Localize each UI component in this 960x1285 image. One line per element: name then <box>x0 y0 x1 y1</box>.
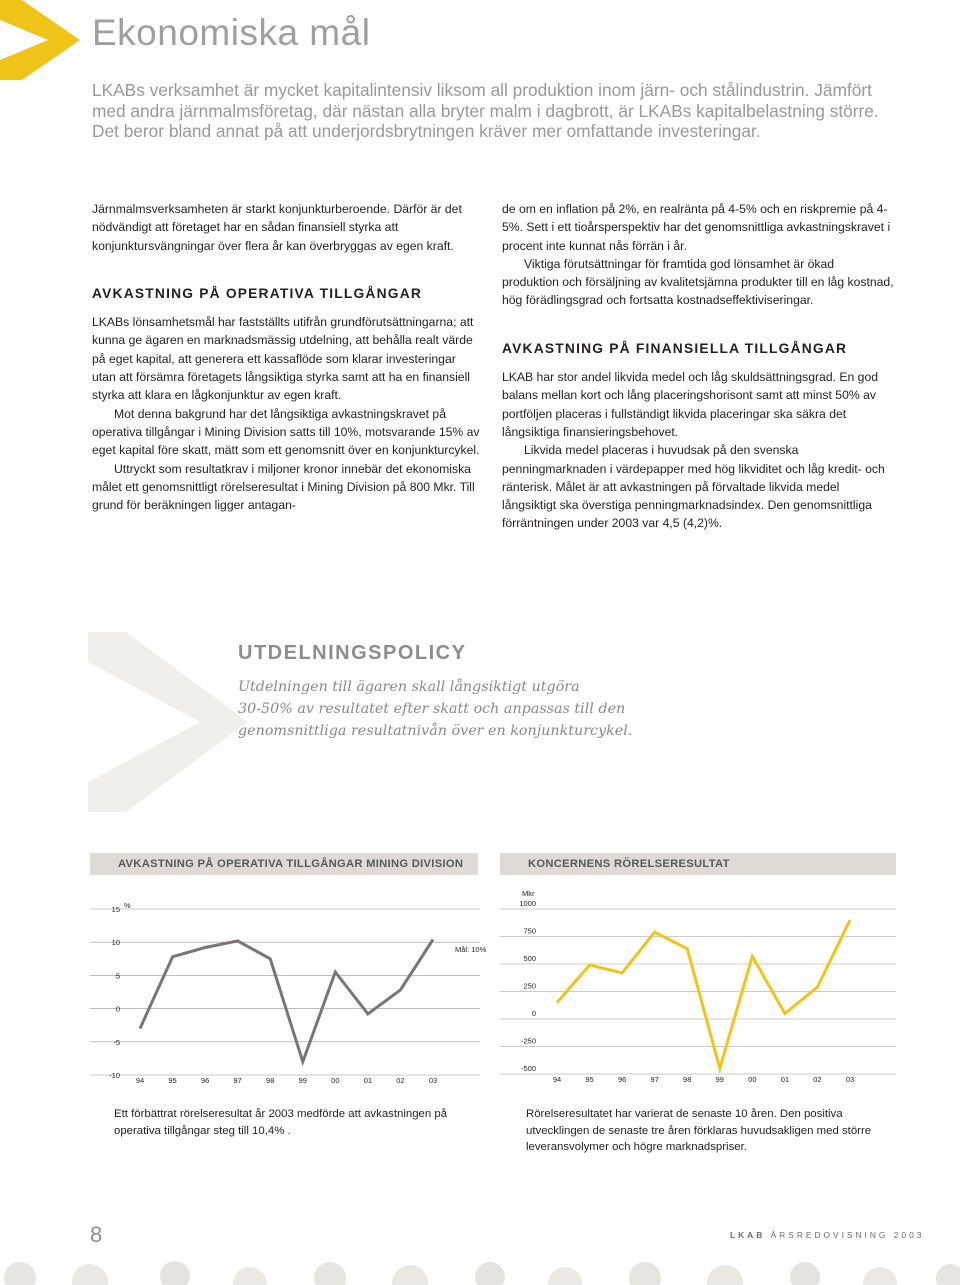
policy-line-3: genomsnittliga resultatnivån över en konjunkturcykel. <box>238 723 633 739</box>
y-tick-label: 750 <box>523 926 536 936</box>
x-tick-label: 98 <box>266 1076 275 1085</box>
chart-title: KONCERNENS RÖRELSERESULTAT <box>500 853 896 875</box>
policy-title: UTDELNINGSPOLICY <box>238 642 467 664</box>
x-tick-label: 99 <box>715 1075 724 1084</box>
right-column <box>502 200 894 533</box>
x-tick-label: 97 <box>650 1075 659 1084</box>
chart-caption-1: Ett förbättrat rörelseresultat år 2003 medförde att avkastningen på operativa tillgångar steg till 10,4% . <box>114 1108 448 1137</box>
section-heading-operativa: AVKASTNING PÅ OPERATIVA TILLGÅNGAR <box>92 285 423 301</box>
x-tick-label: 96 <box>200 1076 210 1085</box>
y-tick-label: -500 <box>520 1064 536 1073</box>
y-tick-label: -10 <box>109 1071 120 1080</box>
chevron-logo-icon <box>0 0 80 80</box>
y-axis-label: % <box>124 901 131 910</box>
page-number: 8 <box>90 1222 103 1247</box>
footer-report: ÅRSREDOVISNING <box>770 1230 889 1240</box>
target-annotation: Mål: 10% <box>455 945 487 955</box>
decorative-dots <box>0 1248 960 1285</box>
policy-line-1: Utdelningen till ägaren skall långsiktigt utgöra <box>238 679 580 695</box>
footer-year: 2003 <box>893 1230 925 1240</box>
y-tick-label: 0 <box>531 1009 536 1018</box>
y-tick-label: -5 <box>113 1037 120 1047</box>
right-paragraph-4: Likvida medel placeras i huvudsak på den svenska penningmarknaden i värdepapper med hög likviditet och låg kredit- och ränterisk. Målet är att avkastningen på förvaltade likvida medel långsiktigt ska överstiga penningmarknadsindex. Den genomsnittliga förräntningen under 2003 var 4,5 (4,2)%. <box>502 443 885 531</box>
page-title: Ekonomiska mål <box>92 12 371 53</box>
x-tick-label: 97 <box>233 1076 242 1085</box>
x-tick-label: 99 <box>298 1076 307 1085</box>
left-paragraph-3: Mot denna bakgrund har det långsiktiga avkastningskravet på operativa tillgångar i Mining Division satts till 10%, motsvarande 15% av eget kapital före skatt, mätt som ett genomsnitt över en konjunkturcykel. <box>92 406 480 458</box>
y-axis-label: Mkr <box>522 889 535 898</box>
right-paragraph-1: de om en inflation på 2%, en realränta på 4-5% och en riskpremie på 4-5%. Sett i ett tioårsperspektiv har det genomsnittliga avkastningskravet i procent inte kunnat nås förrän i år. <box>502 202 891 253</box>
x-tick-label: 96 <box>617 1075 627 1084</box>
x-tick-label: 00 <box>748 1075 757 1084</box>
left-paragraph-2: LKABs lönsamhetsmål har fastställts utifrån grundförutsättningarna; att kunna ge ägaren en marknadsmässig utdelning, att behålla realt värde på eget kapital, att generera ett kassaflöde som klarar investeringar utan att försämra företagets långsiktiga styrka samt att ha en finansiell styrka att klara en lågkonjunktur av egen kraft. <box>92 315 474 403</box>
left-paragraph-1: Järnmalmsverksamheten är starkt konjunkturberoende. Därför är det nödvändigt att företaget har en sådan finansiell styrka att konjunktursvängningar över flera år kan överbryggas av egen kraft. <box>92 202 462 253</box>
y-tick-label: 15 <box>111 905 120 914</box>
policy-line-2: 30-50% av resultatet efter skatt och anpassas till den <box>238 701 626 717</box>
x-tick-label: 02 <box>813 1075 822 1084</box>
intro-paragraph: LKABs verksamhet är mycket kapitalintensiv liksom all produktion inom järn- och stålindustrin. Jämfört med andra järnmalmsföretag, där nästan alla bryter malm i dagbrott, är LKABs kapitalbelastning större. Det beror bland annat på att underjordsbrytningen kräver mer omfattande investeringar. <box>92 80 879 141</box>
x-tick-label: 03 <box>428 1076 438 1085</box>
chart-rorelseresultat <box>500 882 896 1092</box>
x-tick-label: 95 <box>168 1076 177 1085</box>
x-tick-label: 94 <box>135 1076 145 1085</box>
x-tick-label: 03 <box>845 1075 855 1084</box>
y-tick-label: 250 <box>523 981 536 991</box>
x-tick-label: 02 <box>396 1076 405 1085</box>
x-tick-label: 01 <box>780 1075 790 1084</box>
section-heading-finansiella: AVKASTNING PÅ FINANSIELLA TILLGÅNGAR <box>502 340 848 356</box>
y-tick-label: -250 <box>520 1036 536 1046</box>
y-tick-label: 1000 <box>519 899 536 908</box>
right-paragraph-3: LKAB har stor andel likvida medel och låg skuldsättningsgrad. En god balans mellan kort och lång placeringshorisont samt att minst 50% av portföljen placeras i fullständigt likvida placeringar ska säkra det långsiktiga finansieringsbehovet. <box>502 370 879 439</box>
chart-caption-2: Rörelseresultatet har varierat de senaste 10 åren. Den positiva utvecklingen de senaste tre åren förklaras huvudsakligen med större leveransvolymer och högre marknadspriser. <box>526 1108 872 1154</box>
right-paragraph-2: Viktiga förutsättningar för framtida god lönsamhet är ökad produktion och försäljning av kvalitetsjämna produkter till en låg kostnad, hög förädlingsgrad och fortsatta kostnadseffektiviseringar. <box>502 256 894 308</box>
x-tick-label: 94 <box>552 1075 562 1084</box>
chart-operativa-avkastning <box>90 882 487 1092</box>
policy-chevron-icon <box>88 632 248 812</box>
y-tick-label: 0 <box>115 1004 120 1014</box>
footer-text <box>730 1230 924 1240</box>
y-tick-label: 10 <box>111 938 120 948</box>
left-column <box>92 200 482 514</box>
y-tick-label: 5 <box>115 971 120 981</box>
x-tick-label: 00 <box>331 1076 340 1085</box>
policy-text <box>238 676 678 742</box>
x-tick-label: 95 <box>585 1075 594 1084</box>
left-paragraph-4: Uttryckt som resultatkrav i miljoner kronor innebär det ekonomiska målet ett genomsnittligt rörelseresultat i Mining Division på 800 Mkr. Till grund för beräkningen ligger antagan- <box>92 461 475 513</box>
y-tick-label: 500 <box>523 954 536 963</box>
chart-title: AVKASTNING PÅ OPERATIVA TILLGÅNGAR MINING DIVISION <box>90 853 478 875</box>
x-tick-label: 98 <box>683 1075 692 1084</box>
x-tick-label: 01 <box>363 1076 373 1085</box>
series-line <box>140 940 433 1062</box>
footer-brand: LKAB <box>730 1230 766 1240</box>
